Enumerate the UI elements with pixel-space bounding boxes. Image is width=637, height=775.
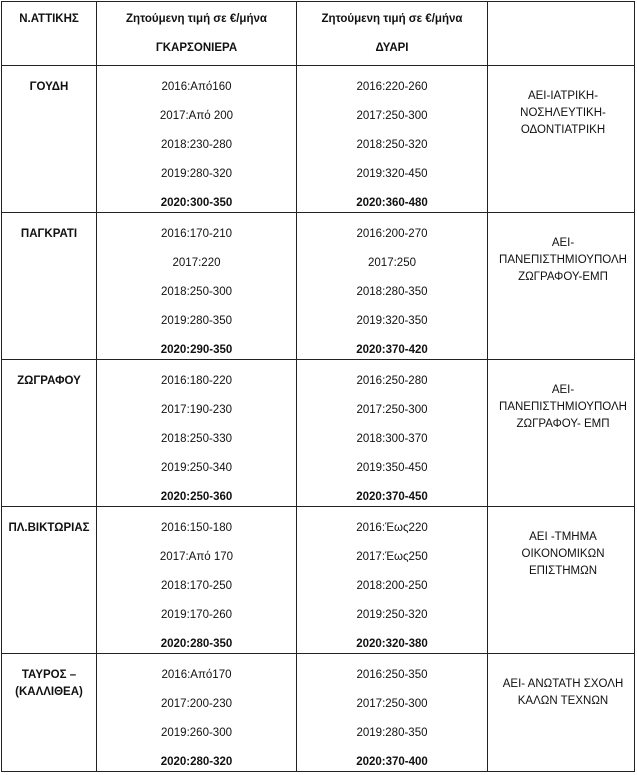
note-cell: [488, 654, 635, 772]
twobed-prices-cell: [297, 507, 488, 654]
area-name: ΠΑΓΚΡΑΤΙ: [20, 228, 78, 240]
studio-price-entry: 2016:170-210: [161, 228, 232, 240]
twobed-prices-cell: [297, 213, 488, 360]
studio-prices-cell: [97, 360, 297, 507]
header-studio: [97, 2, 297, 66]
note-cell: [488, 360, 635, 507]
studio-price-entry: 2019:260-300: [161, 727, 232, 739]
studio-price-entry: 2018:170-250: [161, 580, 232, 592]
twobed-prices: [297, 360, 487, 506]
twobed-price-entry: 2016:Έως220: [356, 522, 428, 534]
twobed-price-entry: 2017:250-300: [356, 698, 428, 710]
area-name: ΖΩΓΡΑΦΟΥ: [17, 375, 81, 387]
twobed-price-entry: 2018:280-350: [356, 286, 428, 298]
table-row: [2, 654, 635, 772]
table-header-row: [2, 2, 635, 66]
university-note: ΑΕΙ -ΤΜΗΜΑ ΟΙΚΟΝΟΜΙΚΩΝ ΕΠΙΣΤΗΜΩΝ: [521, 531, 605, 577]
twobed-price-entry: 2018:200-250: [356, 580, 428, 592]
area-name: ΠΛ.ΒΙΚΤΩΡΙΑΣ: [8, 522, 90, 534]
header-note-label: [488, 2, 634, 5]
studio-prices-cell: [97, 654, 297, 772]
twobed-price-entry: 2016:220-260: [356, 81, 428, 93]
twobed-prices-cell: [297, 654, 488, 772]
table-row: [2, 360, 635, 507]
twobed-price-entry: 2016:250-280: [356, 375, 428, 387]
area-cell: [2, 213, 97, 360]
twobed-price-entry: 2017:250: [368, 257, 416, 269]
twobed-price-entry: 2020:370-450: [356, 491, 428, 503]
header-area-label: Ν.ΑΤΤΙΚΗΣ: [19, 13, 79, 25]
studio-price-entry: 2017:200-230: [161, 698, 232, 710]
studio-prices: [97, 213, 296, 359]
twobed-prices: [297, 654, 487, 771]
header-twobed-type: ΔΥΑΡΙ: [375, 42, 409, 54]
twobed-price-entry: 2020:370-400: [356, 756, 428, 768]
area-cell: [2, 507, 97, 654]
studio-prices-cell: [97, 66, 297, 213]
twobed-price-entry: 2019:350-450: [356, 462, 428, 474]
studio-price-entry: 2018:250-330: [161, 433, 232, 445]
header-note: [488, 2, 635, 66]
university-note: ΑΕΙ-ΠΑΝΕΠΙΣΤΗΜΙΟΥΠΟΛΗ ΖΩΓΡΑΦΟΥ-ΕΜΠ: [499, 237, 627, 283]
area-cell: [2, 654, 97, 772]
twobed-price-entry: 2017:250-300: [356, 110, 428, 122]
studio-prices-cell: [97, 213, 297, 360]
area-name: ΓΟΥΔΗ: [29, 81, 69, 93]
table-row: [2, 66, 635, 213]
note-cell: [488, 213, 635, 360]
studio-price-entry: 2017:220: [172, 257, 221, 269]
studio-price-entry: 2017:Από 200: [159, 110, 234, 122]
twobed-price-entry: 2018:300-370: [356, 433, 428, 445]
studio-price-entry: 2020:290-350: [160, 344, 233, 356]
twobed-price-entry: 2019:250-320: [356, 609, 428, 621]
studio-price-entry: 2020:300-350: [160, 197, 233, 209]
studio-price-entry: 2020:280-350: [160, 638, 233, 650]
studio-prices: [97, 66, 296, 212]
studio-price-entry: 2020:250-360: [160, 491, 233, 503]
header-studio-type: ΓΚΑΡΣΟΝΙΕΡΑ: [155, 42, 238, 54]
twobed-price-entry: 2020:370-420: [356, 344, 428, 356]
twobed-prices: [297, 66, 487, 212]
note-cell: [488, 507, 635, 654]
twobed-prices-cell: [297, 360, 488, 507]
header-twobed: [297, 2, 488, 66]
twobed-prices-cell: [297, 66, 488, 213]
twobed-prices: [297, 213, 487, 359]
twobed-price-entry: 2017:Έως250: [356, 551, 428, 563]
studio-price-entry: 2016:Από170: [161, 669, 232, 681]
studio-price-entry: 2019:170-260: [161, 609, 232, 621]
studio-price-entry: 2019:280-320: [161, 168, 232, 180]
studio-price-entry: 2020:280-320: [160, 756, 233, 768]
header-area: [2, 2, 97, 66]
header-twobed-label: Ζητούμενη τιμή σε €/μήνα: [321, 13, 463, 25]
note-cell: [488, 66, 635, 213]
area-cell: [2, 360, 97, 507]
studio-prices-cell: [97, 507, 297, 654]
table-row: [2, 507, 635, 654]
area-name: ΤΑΥΡΟΣ – (ΚΑΛΛΙΘΕΑ): [15, 669, 83, 698]
studio-price-entry: 2018:230-280: [161, 139, 232, 151]
rent-price-table: [1, 1, 635, 772]
table-row: [2, 213, 635, 360]
studio-price-entry: 2016:Από160: [161, 81, 232, 93]
studio-prices: [97, 654, 296, 771]
studio-price-entry: 2016:180-220: [161, 375, 232, 387]
twobed-price-entry: 2016:250-350: [356, 669, 428, 681]
studio-prices: [97, 360, 296, 506]
studio-price-entry: 2019:250-340: [161, 462, 232, 474]
studio-price-entry: 2017:Από 170: [159, 551, 234, 563]
twobed-price-entry: 2020:360-480: [356, 197, 428, 209]
studio-price-entry: 2019:280-350: [161, 315, 232, 327]
studio-price-entry: 2018:250-300: [161, 286, 232, 298]
university-note: ΑΕΙ-ΠΑΝΕΠΙΣΤΗΜΙΟΥΠΟΛΗ ΖΩΓΡΑΦΟΥ- ΕΜΠ: [499, 384, 627, 430]
twobed-price-entry: 2019:320-350: [356, 315, 428, 327]
twobed-price-entry: 2019:280-350: [356, 727, 428, 739]
twobed-price-entry: 2018:250-320: [356, 139, 428, 151]
studio-price-entry: 2016:150-180: [161, 522, 232, 534]
header-studio-label: Ζητούμενη τιμή σε €/μήνα: [126, 13, 267, 25]
university-note: ΑΕΙ-ΙΑΤΡΙΚΗ-ΝΟΣΗΛΕΥΤΙΚΗ-ΟΔΟΝΤΙΑΤΡΙΚΗ: [520, 90, 606, 136]
twobed-price-entry: 2017:250-300: [356, 404, 428, 416]
twobed-price-entry: 2016:200-270: [356, 228, 428, 240]
twobed-prices: [297, 507, 487, 653]
twobed-price-entry: 2020:320-380: [356, 638, 428, 650]
twobed-price-entry: 2019:320-450: [356, 168, 428, 180]
university-note: ΑΕΙ- ΑΝΩΤΑΤΗ ΣΧΟΛΗ ΚΑΛΩΝ ΤΕΧΝΩΝ: [502, 678, 624, 707]
studio-price-entry: 2017:190-230: [161, 404, 232, 416]
studio-prices: [97, 507, 296, 653]
area-cell: [2, 66, 97, 213]
